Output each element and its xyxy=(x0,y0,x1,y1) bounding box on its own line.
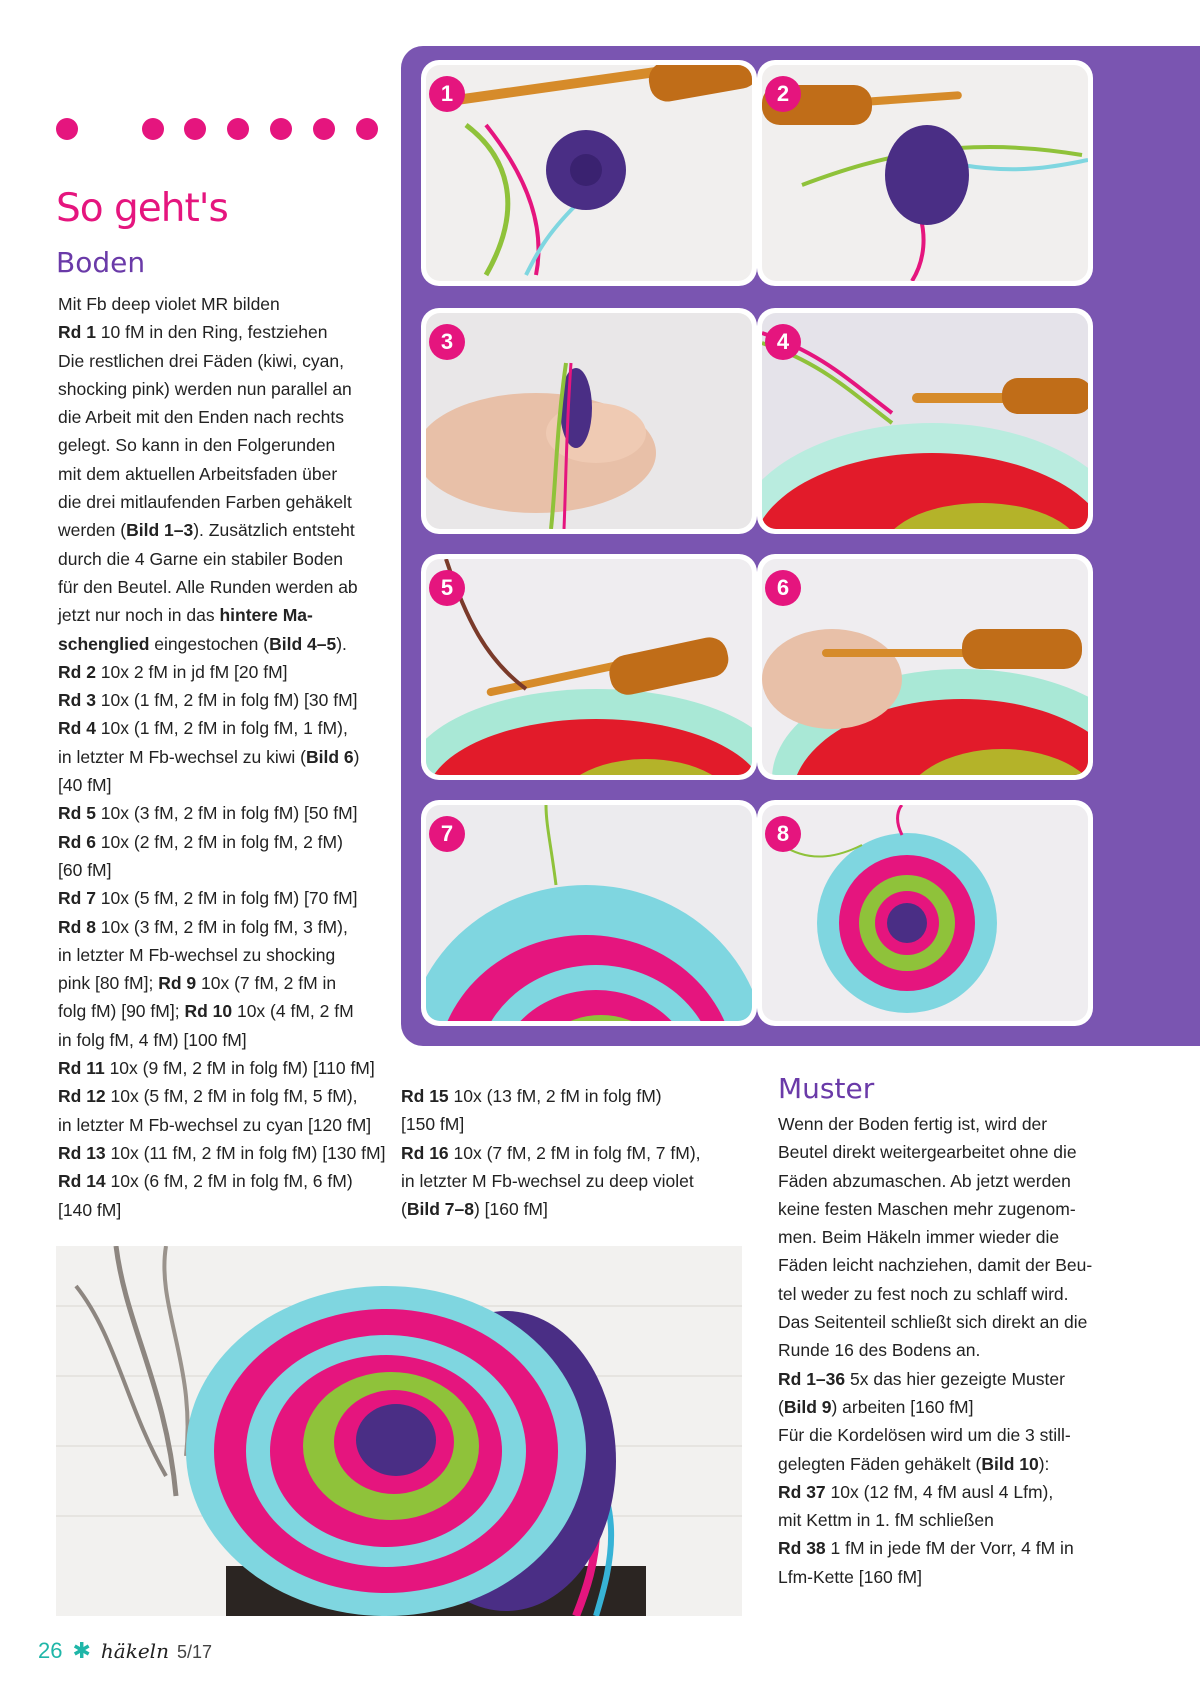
text-line xyxy=(58,969,388,997)
text-line xyxy=(58,658,388,686)
bold-text: Bild 7–8 xyxy=(406,1199,474,1220)
step-photo xyxy=(421,554,757,780)
text-fragment: jetzt nur noch in das xyxy=(58,605,220,626)
text-fragment: 10 fM in den Ring, festziehen xyxy=(95,322,328,343)
bold-text: Rd 3 xyxy=(58,690,96,711)
bold-text: Rd 11 xyxy=(58,1058,105,1079)
magazine-name: häkeln xyxy=(100,1639,169,1663)
bold-text: Rd 16 xyxy=(401,1142,449,1163)
bold-text: Bild 9 xyxy=(783,1396,832,1417)
text-line: tel weder zu fest noch zu schlaff wird. xyxy=(778,1283,1069,1304)
instructions-column-3 xyxy=(778,1110,1118,1591)
step-photo xyxy=(757,554,1093,780)
text-fragment: eingestochen ( xyxy=(149,633,270,654)
text-fragment: ) [160 fM] xyxy=(473,1199,548,1220)
text-fragment: 10x (4 fM, 2 fM xyxy=(232,1001,354,1022)
text-fragment: 10x 2 fM in jd fM [20 fM] xyxy=(95,661,288,682)
text-line xyxy=(58,997,388,1025)
text-line xyxy=(58,516,388,544)
text-line xyxy=(401,1195,741,1223)
text-line: Mit Fb deep violet MR bilden xyxy=(58,294,280,314)
text-line: [40 fM] xyxy=(58,775,112,796)
text-line: Die restlichen drei Fäden (kiwi, cyan, xyxy=(58,350,344,371)
text-fragment: gelegten Fäden gehäkelt ( xyxy=(778,1453,982,1474)
text-line xyxy=(58,799,388,827)
decorative-dots xyxy=(50,118,380,142)
text-fragment: ( xyxy=(778,1396,784,1417)
bold-text: Rd 7 xyxy=(58,888,96,909)
bold-text: Bild 1–3 xyxy=(126,520,194,541)
instructions-column-2 xyxy=(401,1082,741,1223)
text-line xyxy=(58,318,388,346)
bold-text: hintere Ma- xyxy=(219,605,313,626)
text-line: mit Kettm in 1. fM schließen xyxy=(778,1510,994,1531)
text-fragment: 1 fM in jede fM der Vorr, 4 fM in xyxy=(825,1538,1074,1559)
step-photo-image xyxy=(426,65,752,281)
text-line: [150 fM] xyxy=(401,1114,465,1135)
bold-text: schenglied xyxy=(58,633,150,654)
step-photo-image xyxy=(762,805,1088,1021)
bag-illustration xyxy=(56,1246,742,1616)
text-line: keine festen Maschen mehr zugenom- xyxy=(778,1198,1076,1219)
text-line xyxy=(58,601,388,629)
step-photo xyxy=(421,60,757,286)
star-icon: ✱ xyxy=(72,1638,91,1663)
bold-text: Rd 13 xyxy=(58,1142,106,1163)
footer xyxy=(38,1638,212,1664)
step-photo-image xyxy=(426,313,752,529)
text-fragment: 10x (7 fM, 2 fM in xyxy=(196,973,337,994)
text-line: Runde 16 des Bodens an. xyxy=(778,1340,981,1361)
section-heading-muster: Muster xyxy=(778,1072,875,1105)
dot xyxy=(313,118,335,140)
photo-panel xyxy=(401,46,1200,1046)
text-line: in folg fM, 4 fM) [100 fM] xyxy=(58,1029,247,1050)
bag-photo xyxy=(56,1246,742,1616)
text-line: durch die 4 Garne ein stabiler Boden xyxy=(58,548,344,569)
bold-text: Bild 6 xyxy=(305,746,354,767)
text-fragment: 10x (9 fM, 2 fM in folg fM) [110 fM] xyxy=(104,1058,375,1079)
text-fragment: 10x (13 fM, 2 fM in folg fM) xyxy=(448,1086,662,1106)
text-fragment: 10x (1 fM, 2 fM in folg fM, 1 fM), xyxy=(95,718,348,739)
bold-text: Rd 15 xyxy=(401,1086,449,1106)
bold-text: Bild 4–5 xyxy=(269,633,337,654)
text-line xyxy=(401,1139,741,1167)
text-fragment: ) arbeiten [160 fM] xyxy=(831,1396,974,1417)
text-line: gelegt. So kann in den Folgerunden xyxy=(58,435,336,456)
step-photo-image xyxy=(762,313,1088,529)
text-fragment: 10x (2 fM, 2 fM in folg fM, 2 fM) xyxy=(95,831,343,852)
text-fragment: 10x (11 fM, 2 fM in folg fM) [130 fM] xyxy=(105,1142,386,1163)
text-line: [140 fM] xyxy=(58,1199,122,1220)
bold-text: Rd 9 xyxy=(158,973,197,994)
text-line: die drei mitlaufenden Farben gehäkelt xyxy=(58,492,352,513)
text-line xyxy=(58,884,388,912)
dot xyxy=(270,118,292,140)
step-photo-image xyxy=(426,559,752,775)
text-line xyxy=(58,686,388,714)
text-fragment: 10x (3 fM, 2 fM in folg fM) [50 fM] xyxy=(95,803,358,824)
text-fragment: pink [80 fM]; xyxy=(58,973,159,994)
text-line: Wenn der Boden fertig ist, wird der xyxy=(778,1114,1048,1134)
step-number-badge: 8 xyxy=(765,816,801,852)
step-number-badge: 4 xyxy=(765,324,801,360)
text-line: Für die Kordelösen wird um die 3 still- xyxy=(778,1425,1071,1446)
step-photo-image xyxy=(762,65,1088,281)
bold-text: Rd 14 xyxy=(58,1171,106,1192)
step-photo xyxy=(421,800,757,1026)
dot xyxy=(356,118,378,140)
bold-text: Rd 2 xyxy=(58,661,96,682)
step-number-badge: 3 xyxy=(429,324,465,360)
bold-text: Rd 8 xyxy=(58,916,96,937)
step-photo xyxy=(757,800,1093,1026)
text-line xyxy=(58,714,388,742)
text-fragment: folg fM) [90 fM]; xyxy=(58,1001,185,1022)
text-fragment: 10x (5 fM, 2 fM in folg fM) [70 fM] xyxy=(95,888,358,909)
step-photo xyxy=(757,60,1093,286)
step-number-badge: 7 xyxy=(429,816,465,852)
text-fragment: 10x (7 fM, 2 fM in folg fM, 7 fM), xyxy=(448,1142,701,1163)
text-fragment: 10x (1 fM, 2 fM in folg fM) [30 fM] xyxy=(95,690,358,711)
text-line xyxy=(58,1139,388,1167)
text-line: in letzter M Fb-wechsel zu deep violet xyxy=(401,1170,694,1191)
text-fragment: 10x (5 fM, 2 fM in folg fM, 5 fM), xyxy=(105,1086,358,1107)
issue-number: 5/17 xyxy=(176,1642,213,1662)
page-number: 26 xyxy=(38,1638,63,1663)
text-line: Das Seitenteil schließt sich direkt an die xyxy=(778,1312,1088,1333)
text-line: Fäden leicht nachziehen, damit der Beu- xyxy=(778,1255,1093,1276)
text-fragment: in letzter M Fb-wechsel zu kiwi ( xyxy=(58,746,306,767)
text-line xyxy=(58,1082,388,1110)
bold-text: Rd 5 xyxy=(58,803,96,824)
bold-text: Rd 4 xyxy=(58,718,96,739)
bold-text: Rd 10 xyxy=(184,1001,233,1022)
text-line: für den Beutel. Alle Runden werden ab xyxy=(58,576,358,597)
bold-text: Rd 38 xyxy=(778,1538,826,1559)
text-line xyxy=(58,1167,388,1195)
text-line xyxy=(58,913,388,941)
text-fragment: ): xyxy=(1038,1453,1050,1474)
text-line: Lfm-Kette [160 fM] xyxy=(778,1566,922,1587)
text-line xyxy=(58,743,388,771)
text-line: mit dem aktuellen Arbeitsfaden über xyxy=(58,463,338,484)
step-photo xyxy=(757,308,1093,534)
text-line xyxy=(778,1365,1118,1393)
bold-text: Rd 1 xyxy=(58,322,96,343)
bold-text: Rd 6 xyxy=(58,831,96,852)
step-photo-image xyxy=(762,559,1088,775)
text-line xyxy=(778,1534,1118,1562)
step-number-badge: 2 xyxy=(765,76,801,112)
step-photo xyxy=(421,308,757,534)
bold-text: Bild 10 xyxy=(981,1453,1039,1474)
text-line xyxy=(778,1478,1118,1506)
text-line xyxy=(401,1082,741,1110)
text-line: men. Beim Häkeln immer wieder die xyxy=(778,1227,1060,1248)
text-fragment: ) xyxy=(353,746,360,767)
text-line xyxy=(58,630,388,658)
dot xyxy=(56,118,78,140)
step-photo-image xyxy=(426,805,752,1021)
dot xyxy=(184,118,206,140)
text-fragment: 10x (6 fM, 2 fM in folg fM, 6 fM) xyxy=(105,1171,353,1192)
dot xyxy=(142,118,164,140)
bold-text: Rd 1–36 xyxy=(778,1368,846,1389)
text-fragment: ). Zusätzlich entsteht xyxy=(193,520,355,541)
text-line xyxy=(58,828,388,856)
text-line xyxy=(778,1393,1118,1421)
step-number-badge: 1 xyxy=(429,76,465,112)
instructions-column-1 xyxy=(58,290,388,1224)
dot xyxy=(227,118,249,140)
step-number-badge: 5 xyxy=(429,570,465,606)
text-fragment: ). xyxy=(336,633,347,654)
text-line: Beutel direkt weitergearbeitet ohne die xyxy=(778,1142,1077,1163)
text-line: shocking pink) werden nun parallel an xyxy=(58,378,352,399)
text-line: [60 fM] xyxy=(58,859,112,880)
bold-text: Rd 12 xyxy=(58,1086,106,1107)
page-title: So geht's xyxy=(56,186,228,231)
text-line xyxy=(58,1054,388,1082)
text-fragment: ( xyxy=(401,1199,407,1220)
text-line xyxy=(778,1450,1118,1478)
section-heading-boden: Boden xyxy=(56,246,146,279)
text-line: die Arbeit mit den Enden nach rechts xyxy=(58,407,345,428)
text-fragment: 10x (3 fM, 2 fM in folg fM, 3 fM), xyxy=(95,916,348,937)
bold-text: Rd 37 xyxy=(778,1481,826,1502)
text-line: in letzter M Fb-wechsel zu cyan [120 fM] xyxy=(58,1114,372,1135)
text-fragment: 10x (12 fM, 4 fM ausl 4 Lfm), xyxy=(825,1481,1054,1502)
text-fragment: werden ( xyxy=(58,520,127,541)
text-line: Fäden abzumaschen. Ab jetzt werden xyxy=(778,1170,1071,1191)
step-number-badge: 6 xyxy=(765,570,801,606)
text-fragment: 5x das hier gezeigte Muster xyxy=(845,1368,1065,1389)
text-line: in letzter M Fb-wechsel zu shocking xyxy=(58,944,336,965)
